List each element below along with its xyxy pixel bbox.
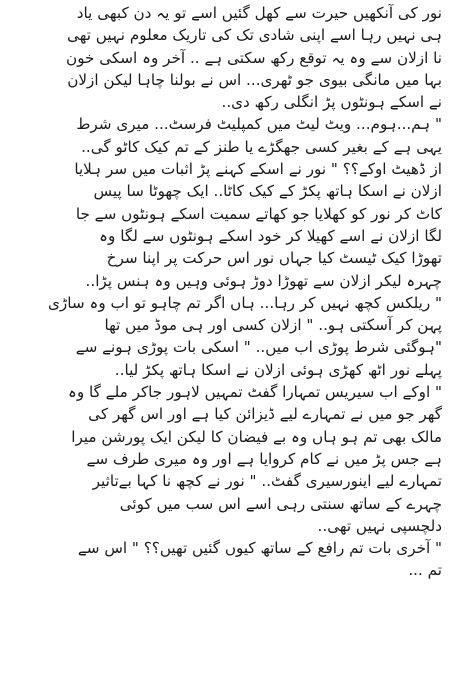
text-line: چہرہ لیکر ازلان سے تھوڑا دوڑ ہوئی وہیں وہ ہنس پڑا.. bbox=[85, 271, 442, 290]
text-line: نور کی آنکھیں حیرت سے کھل گئیں اسے تو یہ دن کبھی یاد bbox=[76, 4, 442, 22]
text-line: ازلان نے اسکا ہاتھ پکڑ کے کیک کاٹا.. ایک چھوٹا سا پیس bbox=[93, 182, 442, 201]
text-line: ہی نہیں رہا اسے اپنی شادی تک کی تاریک معلوم نہیں تھی bbox=[67, 26, 442, 45]
text-line: تمہارے لیے اینورسیری گفٹ.. " نور نے کچھ نا کہا بےتاثیر bbox=[92, 472, 442, 491]
text-line: پہلے نور اٹھ کھڑی ہوئی ازلان نے اسکا ہاتھ پکڑ لیا.. bbox=[114, 360, 442, 379]
text-line: دلچسپی نہیں تھی.. bbox=[317, 516, 442, 535]
text-line: " ہم...ہوم... ویٹ لیٹ میں کمپلیٹ فرسٹ... میری شرط bbox=[76, 115, 442, 134]
text-line: بہا میں مانگی بیوی جو ٹھری... اس نے بولنا چاہا لیکن ازلان bbox=[67, 70, 442, 89]
text-line: " اوکے اب سیریس تمہارا گفٹ تمہیں لاہور جاکر ملے گا وہ bbox=[67, 383, 442, 402]
text-line: نا ازلان سے وہ یہ توقع رکھ سکتی ہے .. آخر وہ اسکی خون bbox=[66, 48, 442, 67]
urdu-text-body bbox=[24, 2, 442, 582]
text-line: لگا ازلان نے اسے کھیلا کر خود اسکے ہونٹوں سے لگا وہ bbox=[99, 226, 442, 245]
text-line: " آخری بات تم رافع کے ساتھ کیوں گئیں تھیں؟؟ " اس سے bbox=[77, 539, 442, 558]
text-line: گھر جو میں نے تمہارے لیے ڈیزائن کیا ہے اور اس گھر کی bbox=[88, 405, 442, 424]
text-line: یہی ہے کے بغیر کسی جھگڑے یا طنز کے تم کیک کاٹو گی.. bbox=[81, 137, 442, 156]
text-line: از ڈھیٹ اوکے؟؟ " نور نے اسکے کہنے پڑ اثبات میں سر ہلایا bbox=[74, 160, 442, 179]
text-line: مالک بھی تم ہو ہاں وہ بے فیضان کا لیکن ایک پورشن میرا bbox=[71, 427, 442, 446]
text-line: تم ... bbox=[408, 561, 442, 580]
text-line: کاٹ کر نور کو کھلایا جو کھاتے سمیت اسکے ہونٹوں سے جا bbox=[75, 204, 442, 223]
text-line: "ہوگئی شرط پوڑی اب میں.. " اسکی بات پوڑی ہونے سے bbox=[75, 338, 442, 357]
text-line: تھوڑا کیک ٹیسٹ کیا جہاں نور اس حرکت پر اپنا سرخ bbox=[106, 249, 442, 268]
text-line: پہن کر آسکتی ہو.. " ازلان کسی اور ہی موڈ میں تھا bbox=[104, 316, 442, 335]
text-line: نے اسکے ہونٹوں پڑ انگلی رکھ دی.. bbox=[221, 93, 442, 112]
text-line: چہرے کے ساتھ سنتی رہی اسے اس سب میں کوئی bbox=[119, 494, 442, 513]
text-line: " ریلکس کچھ نہیں کر رہا... ہاں اگر تم چاہو تو اب وہ ساڑی bbox=[48, 293, 442, 312]
text-line: ہے جس پڑ میں نے کام کروایا ہے اور وہ میری طرف سے bbox=[86, 449, 442, 468]
